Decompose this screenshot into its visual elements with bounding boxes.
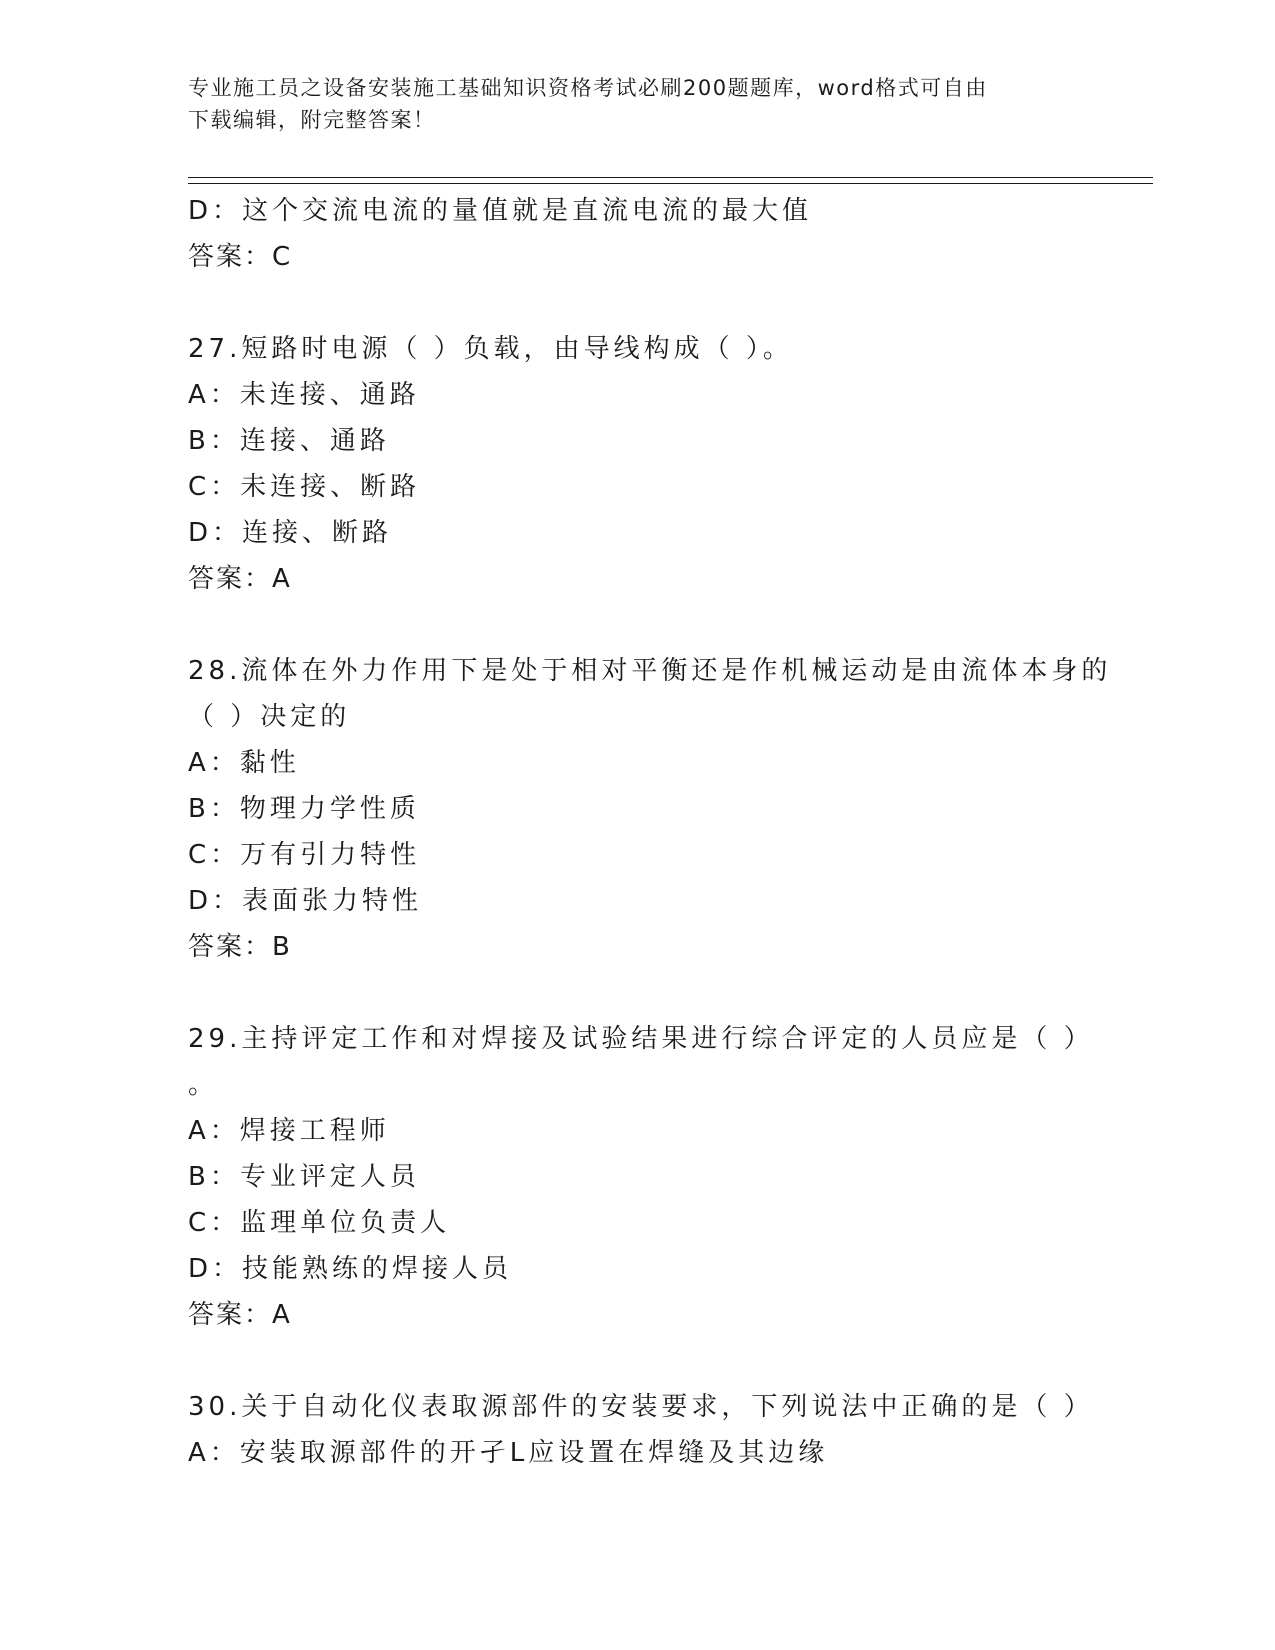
option-b: B：专业评定人员 (188, 1162, 420, 1192)
spacer (188, 280, 1088, 326)
option-d: D：技能熟练的焊接人员 (188, 1254, 513, 1284)
question-list (188, 188, 1112, 1476)
answer-line: 答案：B (188, 932, 292, 962)
header-rule-top (188, 177, 1153, 178)
question-stem: 29.主持评定工作和对焊接及试验结果进行综合评定的人员应是（ ） (188, 1024, 1094, 1054)
question-stem: 30.关于自动化仪表取源部件的安装要求，下列说法中正确的是（ ） (188, 1392, 1094, 1422)
header-title-line-2: 下载编辑，附完整答案！ (188, 108, 436, 132)
header-rule-bottom (188, 183, 1153, 184)
question-stem-continued: （ ）决定的 (188, 702, 351, 732)
option-c: C：监理单位负责人 (188, 1208, 451, 1238)
document-header (188, 72, 1088, 136)
option-a: A：焊接工程师 (188, 1116, 390, 1146)
question-stem: 28.流体在外力作用下是处于相对平衡还是作机械运动是由流体本身的 (188, 656, 1112, 686)
question-stem: 27.短路时电源（ ）负载，由导线构成（ ）。 (188, 334, 793, 364)
option-d: D：连接、断路 (188, 518, 393, 548)
answer-line: 答案：A (188, 564, 292, 594)
spacer (188, 970, 1088, 1016)
option-a: A：安装取源部件的开孑L应设置在焊缝及其边缘 (188, 1438, 829, 1468)
option-c: C：未连接、断路 (188, 472, 421, 502)
spacer (188, 602, 1088, 648)
answer-line: 答案：C (188, 242, 293, 272)
option-d: D：表面张力特性 (188, 886, 423, 916)
header-title-line-1: 专业施工员之设备安装施工基础知识资格考试必刷200题题库，word格式可自由 (188, 76, 988, 100)
option-b: B：连接、通路 (188, 426, 390, 456)
question-stem-continued: 。 (188, 1070, 219, 1100)
option-b: B：物理力学性质 (188, 794, 420, 824)
answer-line: 答案：A (188, 1300, 292, 1330)
spacer (188, 1338, 1088, 1384)
option-a: A：黏性 (188, 748, 300, 778)
option-c: C：万有引力特性 (188, 840, 421, 870)
option-a: A：未连接、通路 (188, 380, 420, 410)
option-d: D：这个交流电流的量值就是直流电流的最大值 (188, 196, 813, 226)
